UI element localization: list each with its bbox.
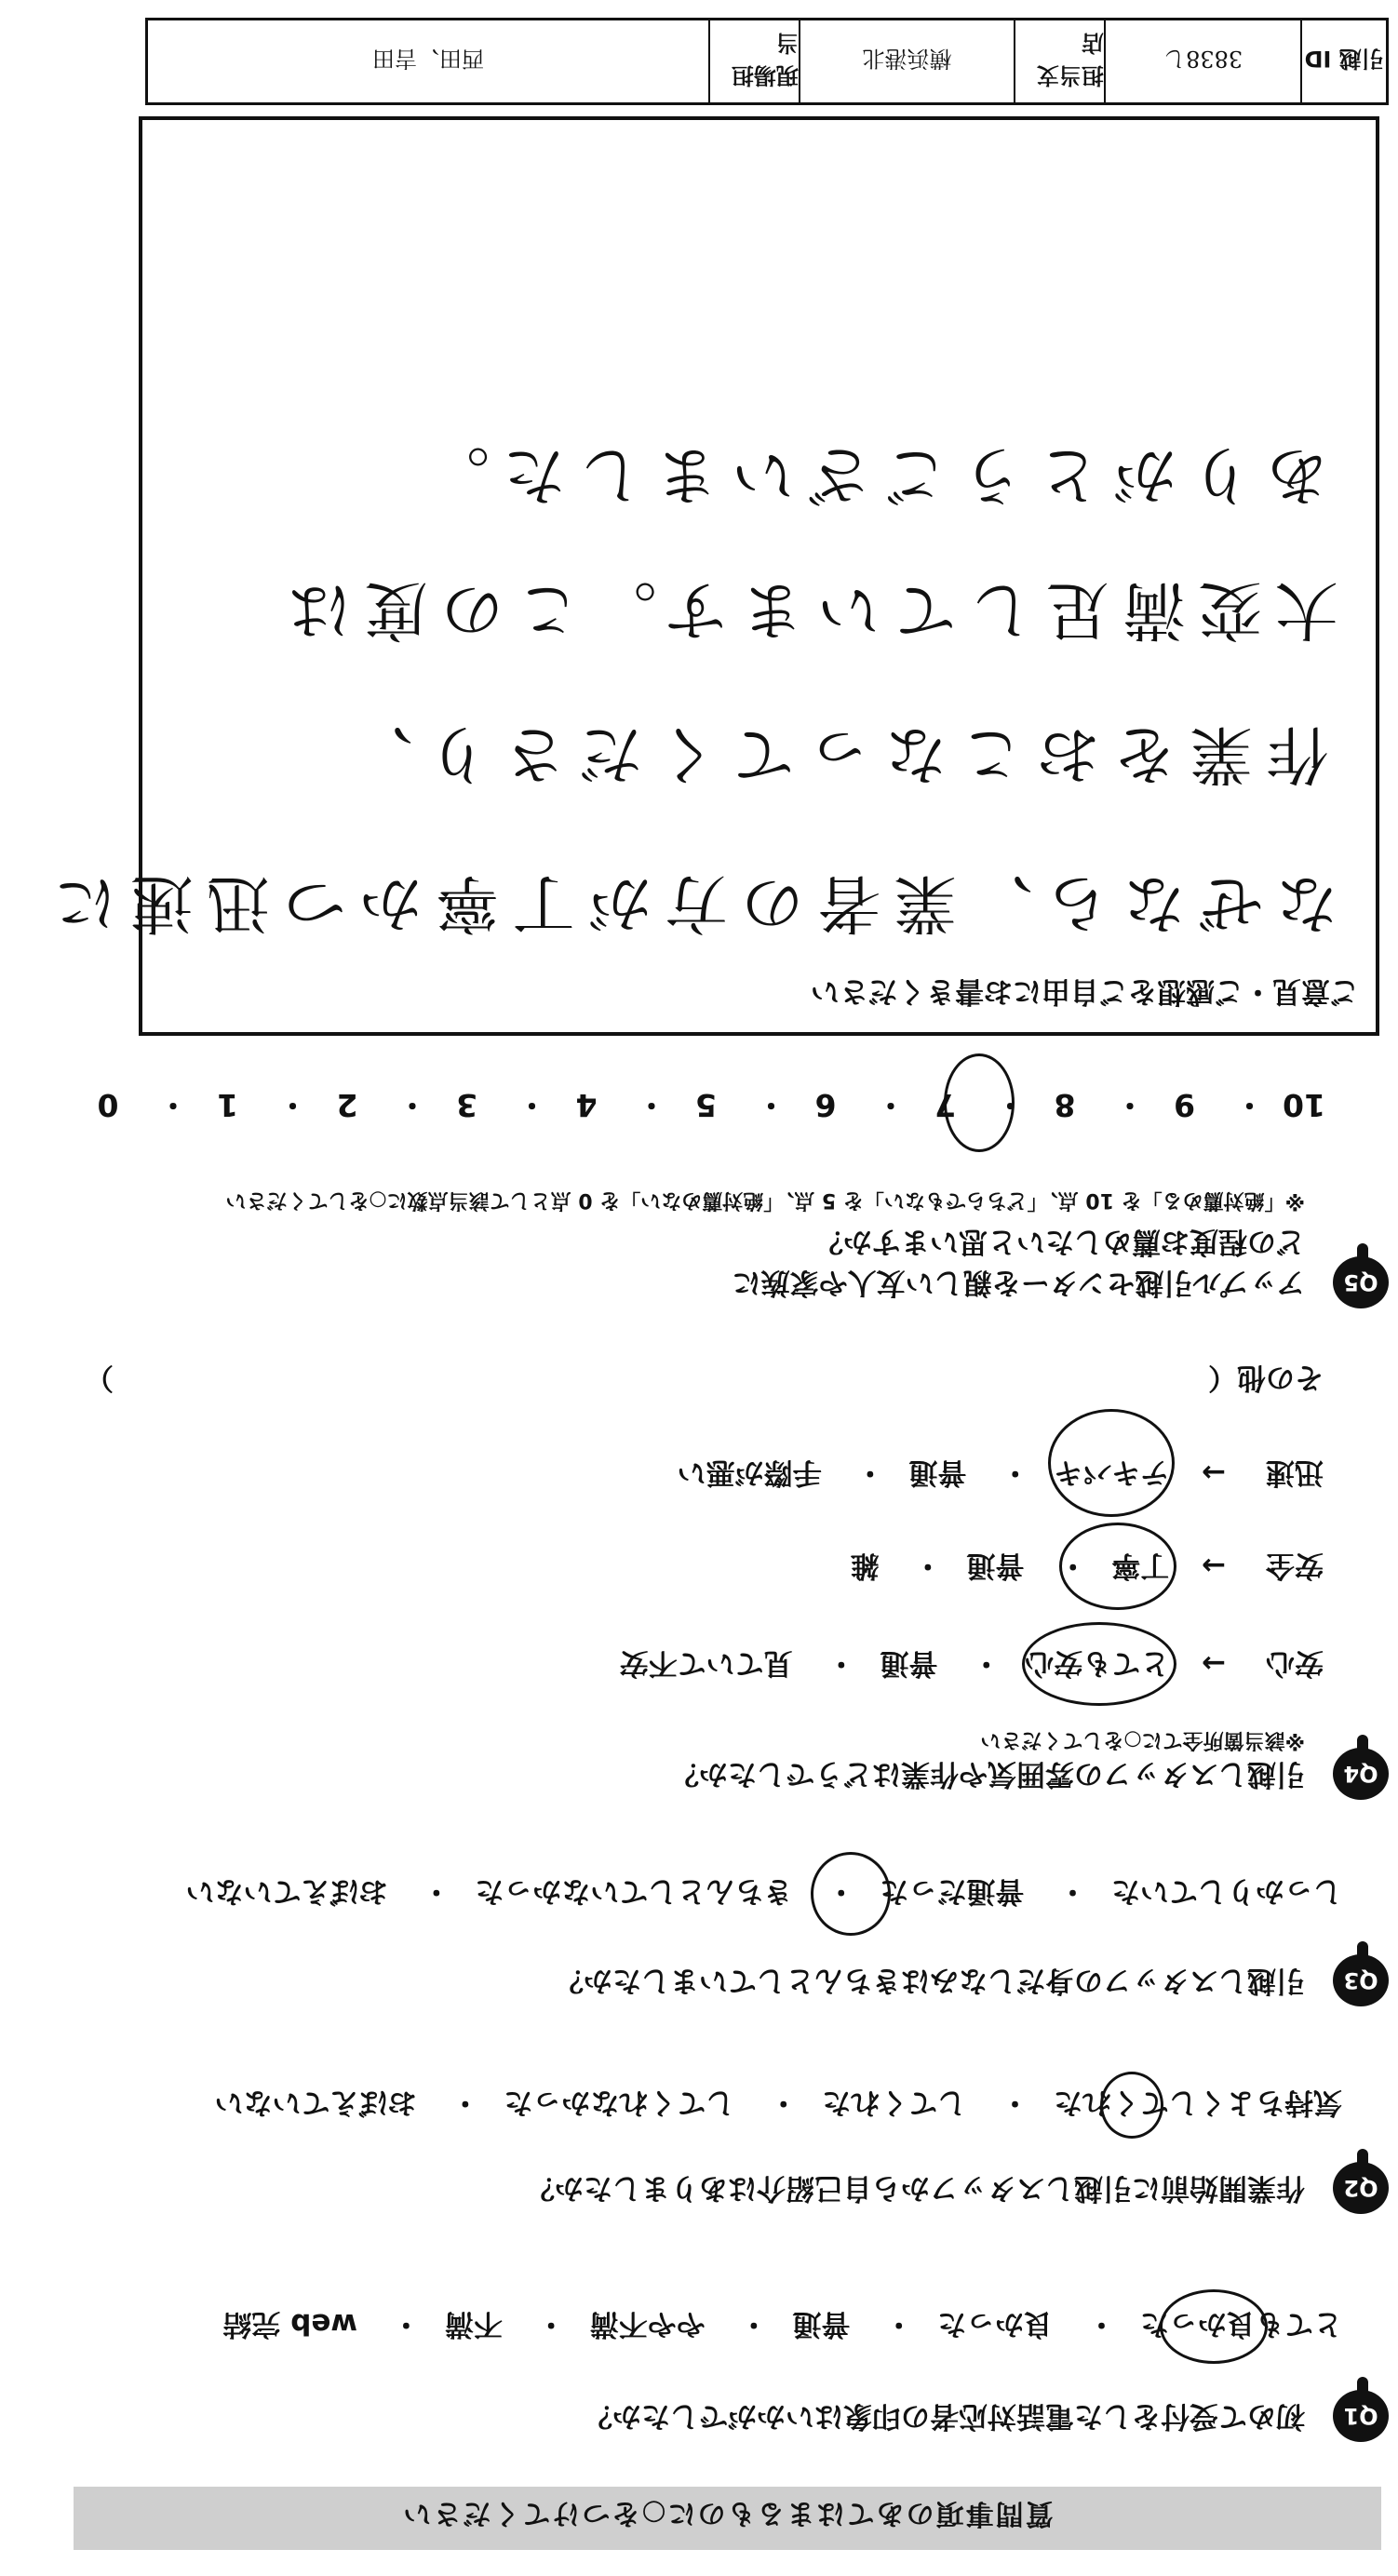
q1-option[interactable]: 良かった <box>937 2307 1054 2341</box>
q4-badge-icon: Q4 <box>1333 1748 1389 1800</box>
q3-answer-circle <box>811 1852 891 1936</box>
branch-label: 担当支店 <box>1015 20 1106 102</box>
q4-row3-answer-circle <box>1048 1409 1175 1517</box>
id-label: 引越 ID <box>1302 20 1386 102</box>
q4-row-label: 迅速 <box>1266 1456 1324 1489</box>
q3-option[interactable]: おぼえていない <box>185 1874 388 1908</box>
scale-option[interactable]: 6 <box>814 1087 837 1123</box>
q3-option[interactable]: きちんとしていなかった <box>475 1874 793 1908</box>
q5-text-line1: アップル引越センターを親しい友人や家族に <box>732 1266 1305 1299</box>
staff-label: 現場担当 <box>710 20 800 102</box>
handwritten-line: なぜなら、業者の方が丁寧かつ迅速に <box>40 865 1338 939</box>
q3-option[interactable]: しっかりしていた <box>1111 1874 1342 1908</box>
question-2 <box>95 2167 1378 2208</box>
q4-text: 引越しスタッフの雰囲気や作業はどうでしたか？ <box>670 1757 1305 1791</box>
q1-badge-icon: Q1 <box>1333 2390 1389 2442</box>
q5-text-line2: どの程度お薦めしたいと思いますか？ <box>814 1225 1305 1258</box>
q5-badge-icon: Q5 <box>1333 1256 1389 1308</box>
q4-option[interactable]: とても安心 <box>1025 1646 1170 1680</box>
q2-options: 気持ちよくしてくれた・ してくれた・ してくれなかった・ おぼえていない <box>215 2085 1342 2127</box>
q4-option[interactable]: 普通 <box>880 1646 938 1680</box>
id-value: 3838し <box>1106 20 1302 102</box>
scale-option[interactable]: 8 <box>1054 1087 1076 1123</box>
staff-value: 西田、吉田 <box>148 20 710 102</box>
q1-answer-circle <box>1160 2289 1268 2364</box>
q4-other-close-paren: ） <box>85 1361 114 1394</box>
question-5 <box>95 1186 1378 1303</box>
q1-option[interactable]: 不満 <box>444 2307 503 2341</box>
scale-option[interactable]: 1 <box>217 1087 238 1123</box>
scale-option[interactable]: 4 <box>575 1087 598 1123</box>
q4-option[interactable]: 雑 <box>850 1549 880 1582</box>
q1-options: とても良かった・ 良かった・ 普通・ やや不満・ 不満・ web 完結 <box>222 2306 1342 2348</box>
comment-title: ご意見・ご感想をご自由にお書きください <box>811 974 1359 1008</box>
q4-row2-answer-circle <box>1059 1523 1176 1610</box>
q4-option[interactable]: 普通 <box>908 1456 967 1489</box>
handwritten-line: 大変満足しています。この度は <box>275 572 1338 646</box>
q5-note: ※「絶対薦める」を 10 点、「どちらでもない」を 5 点、「絶対薦めない」を 0 点として該当点数に○をしてください <box>225 1188 1305 1212</box>
instruction-banner <box>74 2487 1381 2550</box>
handwritten-line: 作業をおこなってくださり、 <box>336 717 1329 790</box>
q4-row-jinsoku: 迅速→ テキパキ・ 普通・ 手際が悪い <box>678 1455 1324 1496</box>
q4-option[interactable]: 普通 <box>966 1549 1025 1582</box>
q4-row1-answer-circle <box>1022 1622 1176 1706</box>
q4-other <box>1208 1360 1324 1402</box>
q2-option[interactable]: してくれなかった <box>504 2086 735 2119</box>
scale-option[interactable]: 10 <box>1283 1087 1325 1123</box>
footer-table <box>145 18 1389 105</box>
q1-text: 初めて受付をした電話対応者の印象はいかがでしたか？ <box>584 2399 1305 2433</box>
q4-option[interactable]: テキパキ <box>1054 1456 1170 1489</box>
scale-option[interactable]: 3 <box>456 1087 477 1123</box>
q2-option[interactable]: おぼえていない <box>214 2086 417 2119</box>
q4-row-label: 安全 <box>1266 1549 1324 1582</box>
q1-option[interactable]: web 完結 <box>222 2307 358 2341</box>
scale-option[interactable]: 7 <box>934 1087 956 1123</box>
q4-note: ※該当箇所全てに○をしてください <box>980 1728 1305 1751</box>
question-4 <box>95 1725 1378 1794</box>
scale-option[interactable]: 9 <box>1174 1087 1195 1123</box>
q1-option[interactable]: とても良かった <box>1140 2307 1342 2341</box>
q4-row-anshin: 安心→ とても安心・ 普通・ 見ていて不安 <box>620 1645 1324 1687</box>
q3-option[interactable]: 普通だった <box>880 1874 1025 1908</box>
q3-badge-icon: Q3 <box>1333 1954 1389 2006</box>
q5-answer-circle <box>944 1053 1015 1152</box>
q4-option[interactable]: 見ていて不安 <box>619 1646 793 1680</box>
q2-option[interactable]: 気持ちよくしてくれた <box>1054 2086 1342 2119</box>
q4-row-anzen: 安全→ 丁寧・ 普通・ 雑 <box>851 1548 1324 1590</box>
instruction-text: 質問事項のあてはまるものに○をつけてください <box>401 2497 1054 2529</box>
q3-options: しっかりしていた・ 普通だった・ きちんとしていなかった・ おぼえていない <box>186 1873 1342 1915</box>
q2-text: 作業開始前に引越しスタッフから自己紹介はありましたか？ <box>526 2171 1305 2205</box>
handwritten-line: ありがとうございました。 <box>412 437 1329 511</box>
q3-text: 引越しスタッフの身だしなみはきちんとしていましたか？ <box>555 1964 1305 1997</box>
comment-box[interactable] <box>40 116 1379 1036</box>
scale-option[interactable]: 5 <box>695 1087 717 1123</box>
arrow-icon: → <box>1202 1646 1226 1680</box>
scale-option[interactable]: 2 <box>336 1087 358 1123</box>
q4-option[interactable]: 丁寧 <box>1111 1549 1170 1582</box>
q2-option[interactable]: してくれた <box>822 2086 967 2119</box>
question-3 <box>95 1960 1378 2001</box>
q4-option[interactable]: 手際が悪い <box>677 1456 822 1489</box>
branch-value: 横浜港北 <box>800 20 1015 102</box>
q1-option[interactable]: 普通 <box>792 2307 851 2341</box>
scale-option[interactable]: 0 <box>97 1087 119 1123</box>
q4-row-label: 安心 <box>1266 1646 1324 1680</box>
q1-option[interactable]: やや不満 <box>589 2307 706 2341</box>
q2-badge-icon: Q2 <box>1333 2162 1389 2214</box>
q4-other-close <box>85 1360 114 1402</box>
question-1 <box>95 2395 1378 2436</box>
q4-other-label: その他（ <box>1208 1361 1324 1394</box>
arrow-icon: → <box>1202 1456 1226 1489</box>
q2-answer-circle <box>1100 2072 1163 2139</box>
q5-scale: 10・ 9・ 8・ 7・ 6・ 5・ 4・ 3・ 2・ 1・ 0 <box>104 1085 1333 1129</box>
arrow-icon: → <box>1202 1549 1226 1582</box>
